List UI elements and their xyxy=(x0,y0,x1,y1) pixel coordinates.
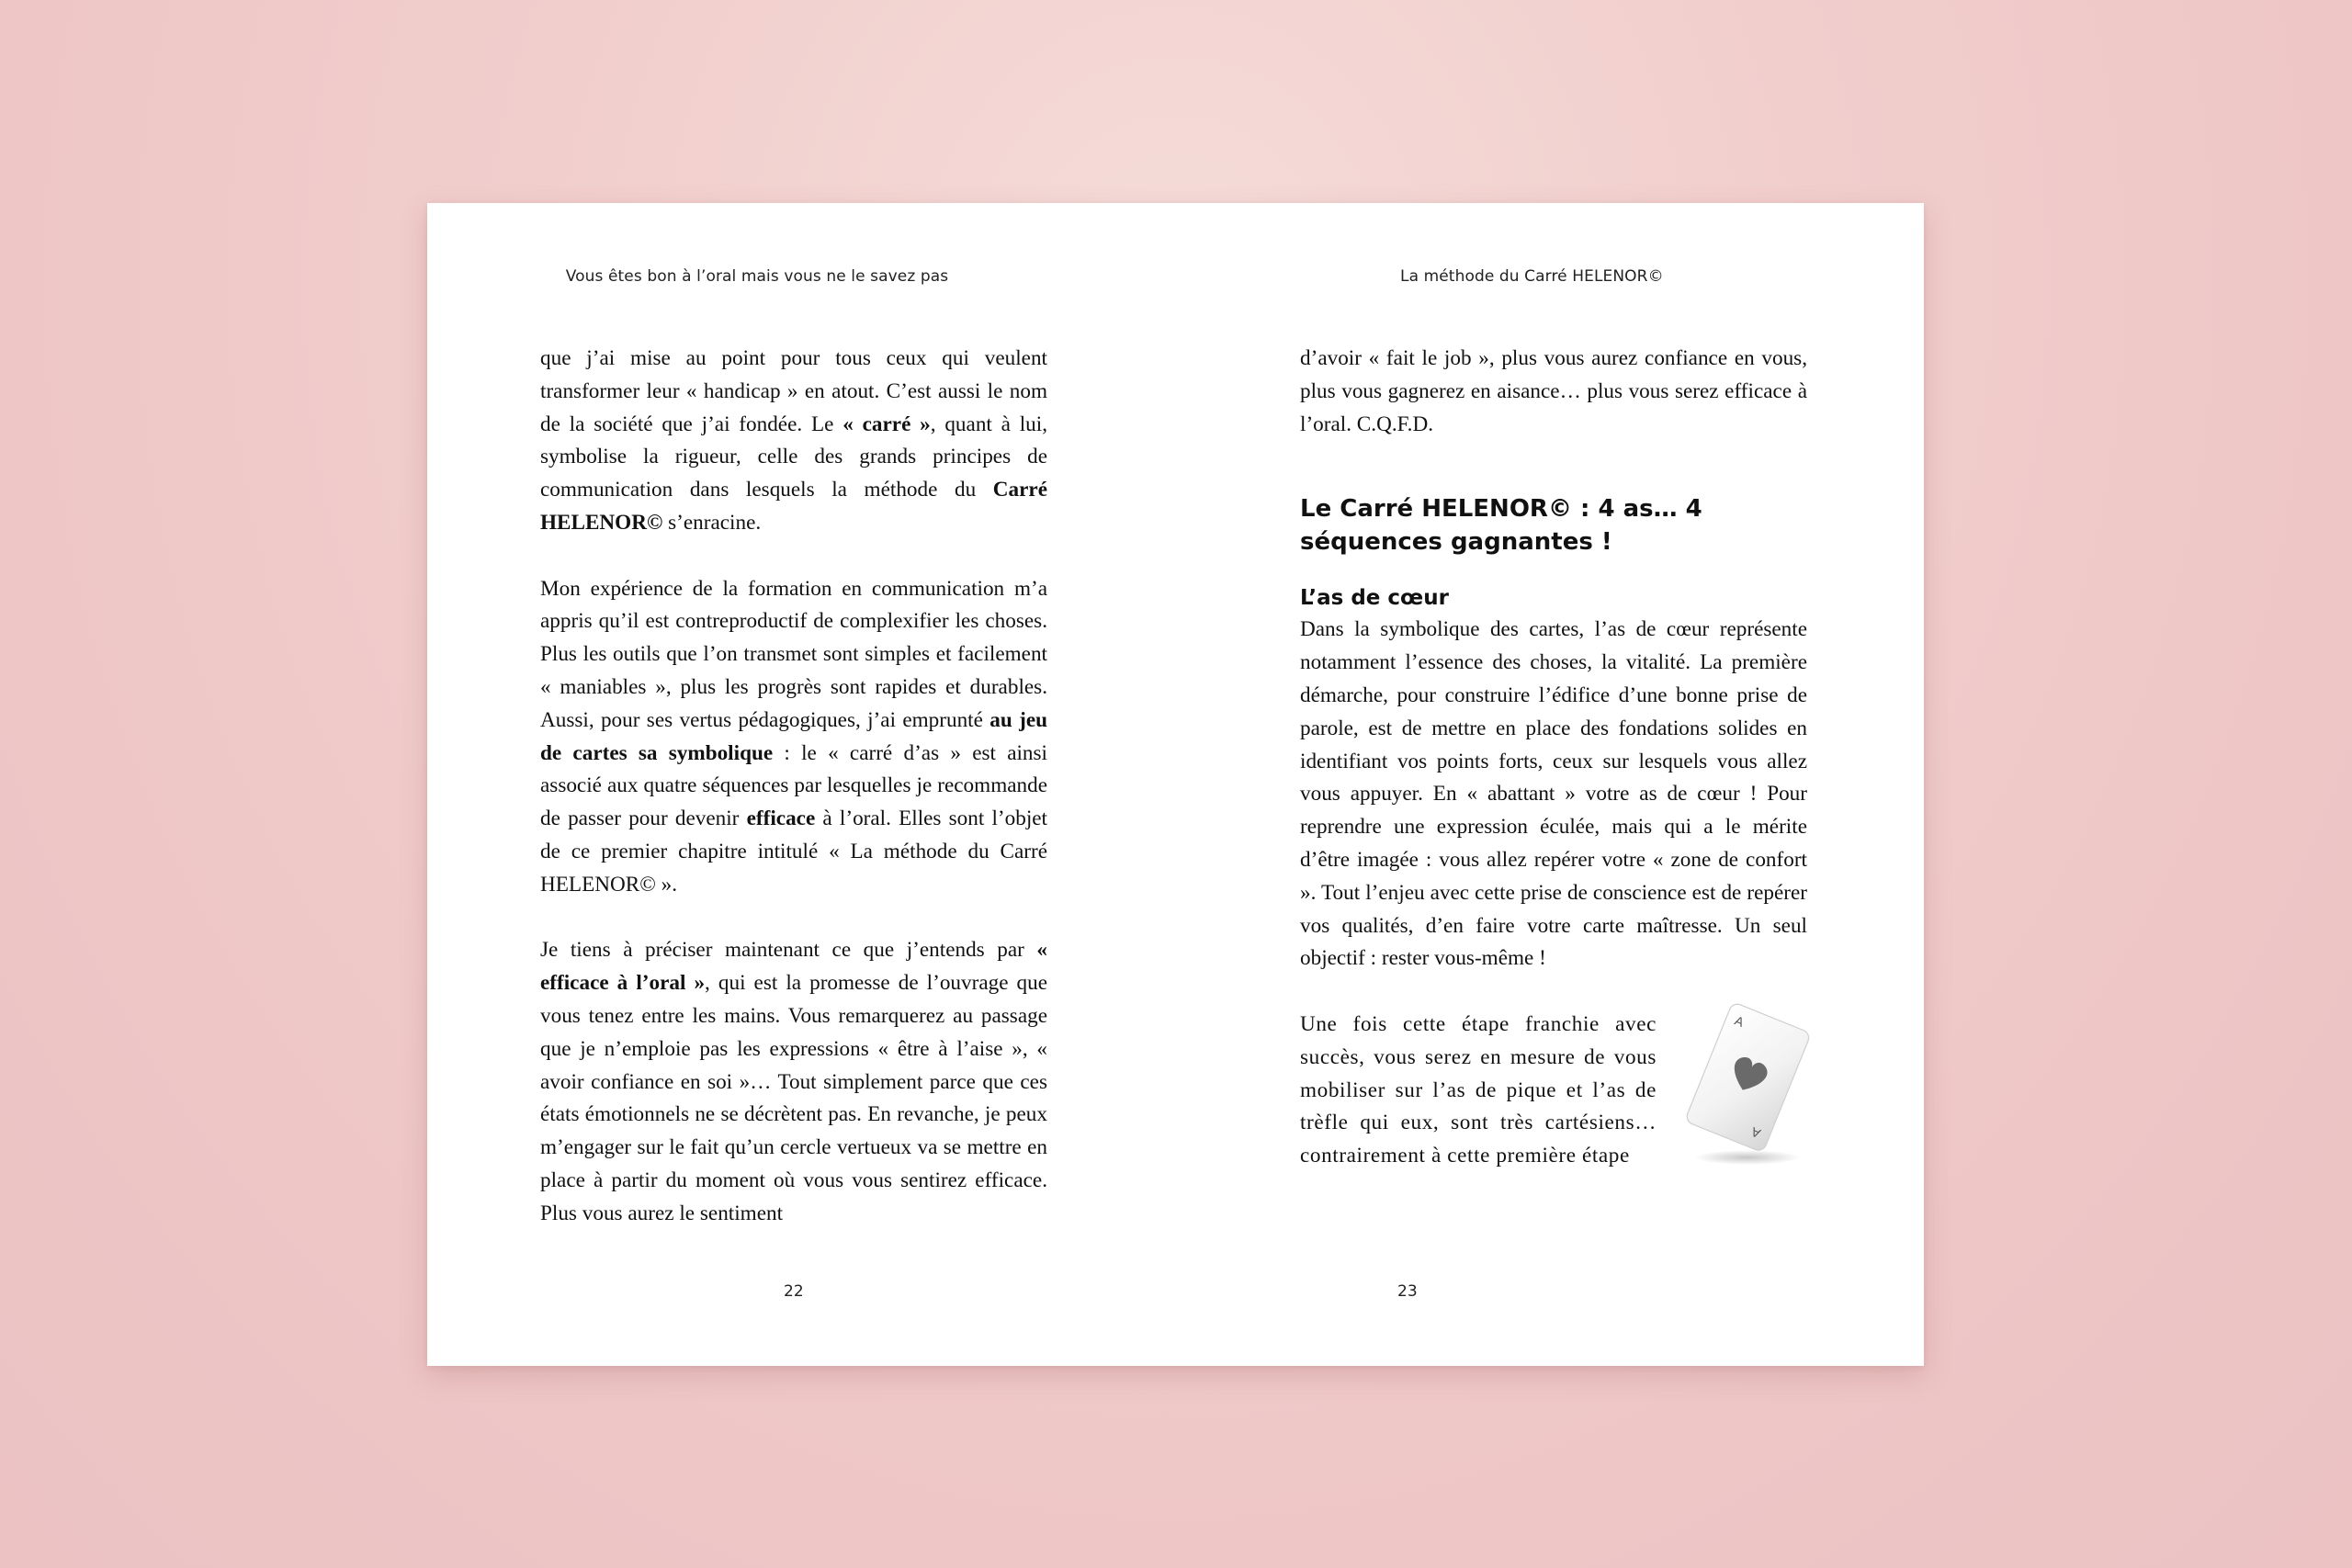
paragraph: Dans la symbolique des cartes, l’as de cœur représente notamment l’essence des choses, la vitalité. La première démarche, pour construire l’édifice d’une bonne prise de parole, est de mettre en place des fondations solides en identifiant vos points forts, ceux sur lesquels vous allez vous appuyer. En « abattant » votre as de cœur ! Pour reprendre une expression éculée, mais qui a le mérite d’être imagée : vous allez repérer votre « zone de confort ». Tout l’enjeu avec cette prise de conscience est de repérer vos qualités, d’en faire votre carte maîtresse. Un seul objectif : rester vous-même ! xyxy=(1300,617,1807,971)
bold-text: efficace xyxy=(746,807,816,831)
subsection-heading: L’as de cœur xyxy=(1300,586,1449,611)
left-page-body xyxy=(540,343,1047,1231)
right-page-body xyxy=(1300,343,1807,1173)
card-rank-bottom: A xyxy=(1748,1124,1763,1142)
paragraph: d’avoir « fait le job », plus vous aurez confiance en vous, plus vous gagnerez en aisance… plus vous serez efficace à l’oral. C.Q.F.D. xyxy=(1300,346,1807,436)
left-page xyxy=(427,203,1175,1366)
section-heading: Le Carré HELENOR© : 4 as… 4 séquences gagnantes ! xyxy=(1300,495,1702,557)
bold-text: Carré HELENOR© xyxy=(540,478,1047,535)
card-shadow xyxy=(1694,1150,1801,1165)
bold-text: « efficace à l’oral » xyxy=(540,938,1047,996)
running-head-left: Vous êtes bon à l’oral mais vous ne le savez pas xyxy=(565,267,949,286)
card-rank-top: A xyxy=(1732,1012,1747,1030)
ace-of-hearts-card-icon xyxy=(1672,996,1819,1170)
page-number-right: 23 xyxy=(1397,1282,1418,1301)
paragraph: Une fois cette étape franchie avec succès, vous serez en mesure de vous mobiliser sur l’as de pique et l’as de trèfle qui eux, sont très cartésiens… contrairement à cette première étape xyxy=(1300,1011,1657,1168)
paragraph: Mon expérience de la formation en communication m’a appris qu’il est contreproductif de complexifier les choses. Plus les outils que l’on transmet sont simples et facilement « maniables », plus les progrès sont rapides et durables. Aussi, pour ses vertus pédagogiques, j’ai emprunté au jeu de cartes sa symbolique : le « carré d’as » est ainsi associé aux quatre séquences par lesquelles je recommande de passer pour devenir efficace à l’oral. Elles sont l’objet de ce premier chapitre intitulé « La méthode du Carré HELENOR© ». xyxy=(540,576,1048,897)
paragraph-with-illustration xyxy=(1300,1009,1807,1173)
book-spread xyxy=(427,203,1924,1366)
paragraph: que j’ai mise au point pour tous ceux qui veulent transformer leur « handicap » en atout. C’est aussi le nom de la société que j’ai fondée. Le « carré », quant à lui, symbolise la rigueur, celle des grands principes de communication dans lesquels la méthode du Carré HELENOR© s’enracine. xyxy=(540,346,1047,535)
paragraph: Je tiens à préciser maintenant ce que j’entends par « efficace à l’oral », qui est la promesse de l’ouvrage que vous tenez entre les mains. Vous remarquerez au passage que je n’emploie pas les expressions « être à l’aise », « avoir confiance en soi »… Tout simplement parce que ces états émotionnels ne se décrètent pas. En revanche, je peux m’engager sur le fait qu’un cercle vertueux va se mettre en place à partir du moment où vous vous sentirez efficace. Plus vous aurez le sentiment xyxy=(540,938,1048,1225)
right-page: La méthode du Carré HELENOR© d’avoir « fait le job », plus vous aurez confiance en vous, plus vous gagnerez en aisance… plus vous serez efficace à l’oral. C.Q.F.D. Le Carré HELENOR© : 4 as… 4 séquences gagnantes ! L’as de cœur Dans la symbolique des cartes, l’as de cœur représente notamment l’essence des choses, la vitalité. La première démarche, pour construire l’édifice d’une bonne prise de parole, est de mettre en place des fondations solides en identifiant vos points forts, ceux sur lesquels vous allez vous appuyer. En « abattant » votre as de cœur ! Pour reprendre une expression éculée, mais qui a le mérite d’être imagée : vous allez repérer votre « zone de confort ». Tout l’enjeu avec cette prise de conscience est de repérer vos qualités, d’en faire votre carte maîtresse. Un seul objectif : rester vous-même ! Une fois cette étape franchie avec succès, vous serez en mesure de vous mobiliser sur l’as de pique et l’as de trèfle qui eux, sont très cartésiens… contrairement à cette première étape A A 23 xyxy=(1176,203,1924,1366)
bold-text: « carré » xyxy=(842,412,931,436)
bold-text: au jeu de cartes sa symbolique xyxy=(540,707,1048,765)
page-number-left: 22 xyxy=(784,1282,804,1301)
